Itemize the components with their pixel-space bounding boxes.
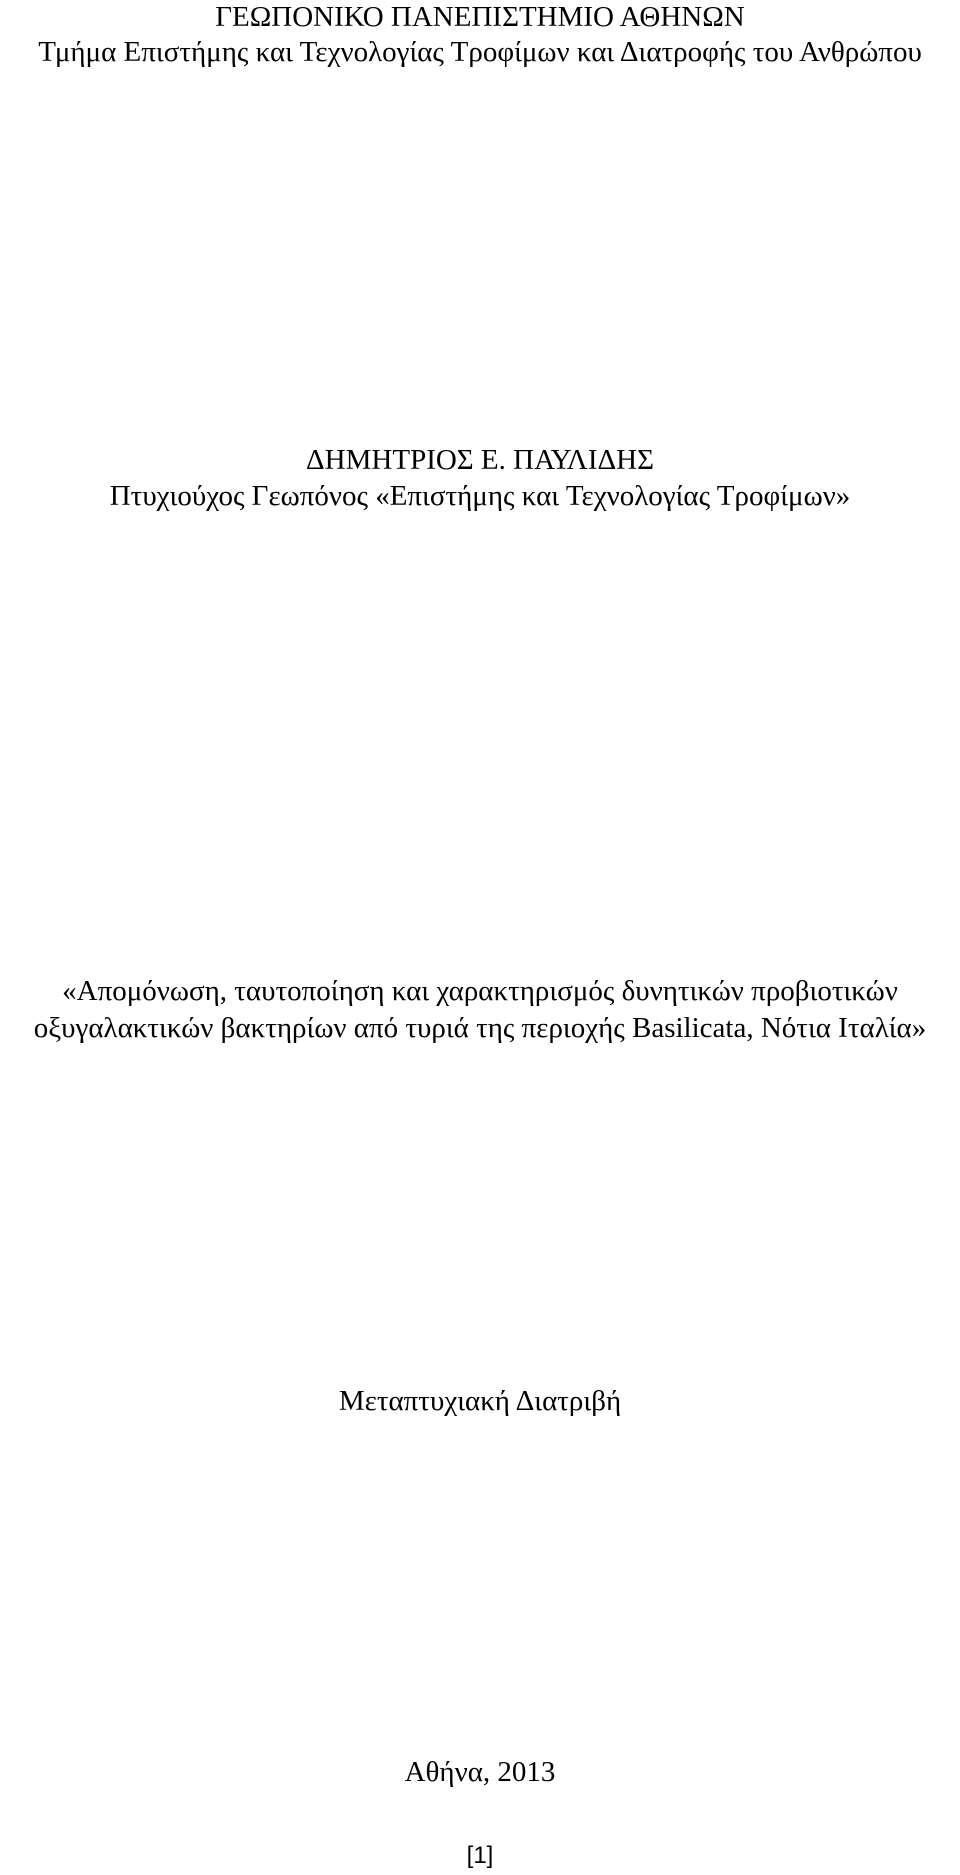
thesis-title-line-2: οξυγαλακτικών βακτηρίων από τυριά της περιοχής Basilicata, Νότια Ιταλία» <box>33 1012 927 1044</box>
thesis-title-line-1: «Απομόνωση, ταυτοποίηση και χαρακτηρισμός δυνητικών προβιοτικών <box>62 975 898 1007</box>
university-name: ΓΕΩΠΟΝΙΚΟ ΠΑΝΕΠΙΣΤΗΜΙΟ ΑΘΗΝΩΝ <box>215 1 745 33</box>
page-number: [1] <box>466 1842 494 1869</box>
department-name: Τμήμα Επιστήμης και Τεχνολογίας Τροφίμων και Διατροφής του Ανθρώπου <box>38 36 922 68</box>
author-name: ΔΗΜΗΤΡΙΟΣ Ε. ΠΑΥΛΙΔΗΣ <box>306 444 654 476</box>
place-and-date: Αθήνα, 2013 <box>404 1756 556 1788</box>
author-degree: Πτυχιούχος Γεωπόνος «Επιστήμης και Τεχνολογίας Τροφίμων» <box>109 480 851 512</box>
document-type: Μεταπτυχιακή Διατριβή <box>338 1385 622 1417</box>
